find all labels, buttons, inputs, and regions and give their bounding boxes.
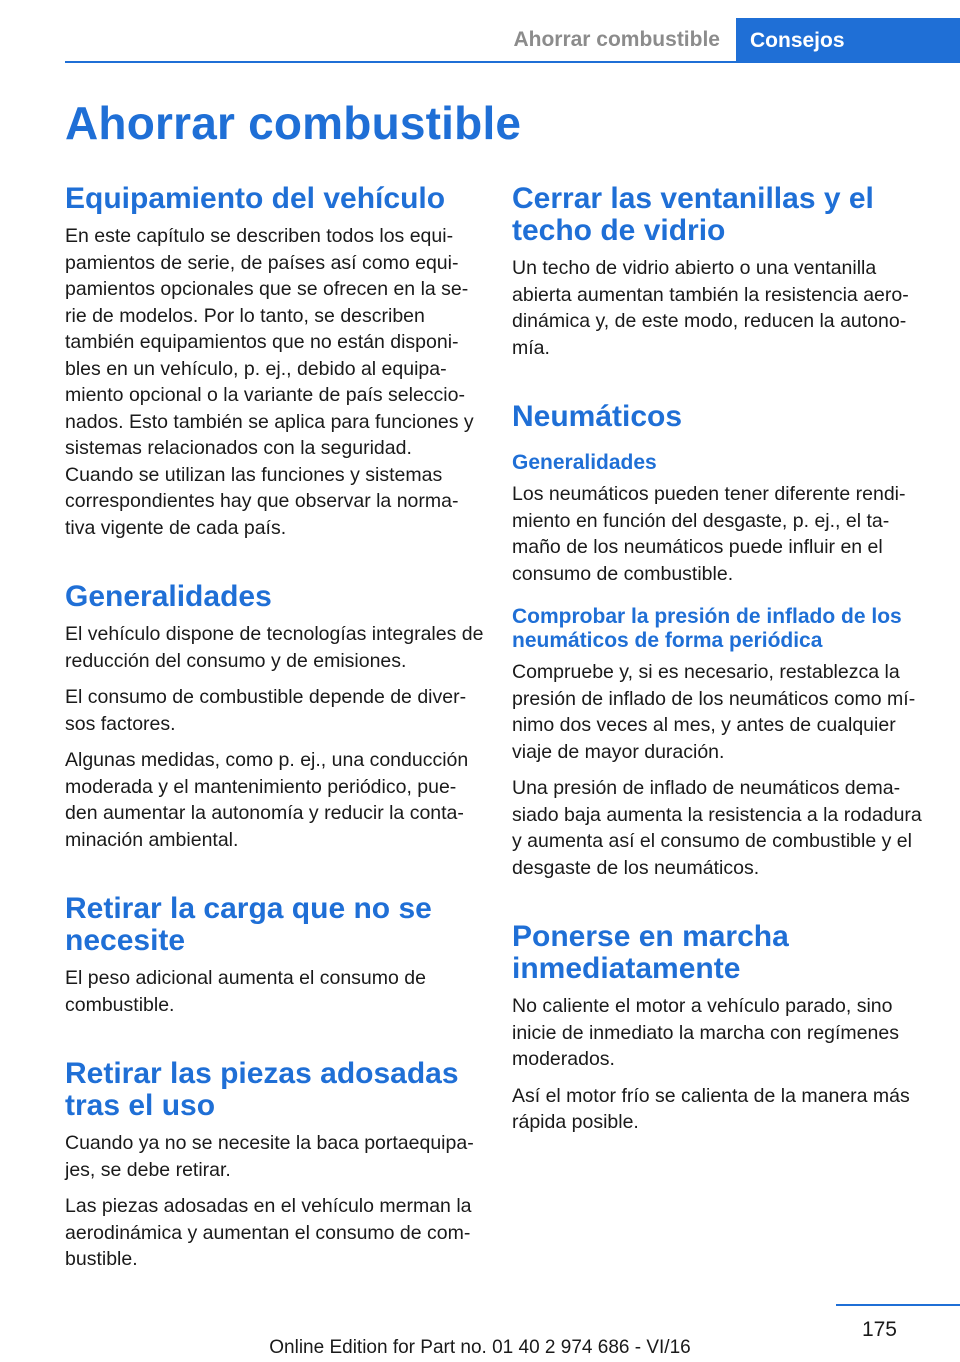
paragraph: Los neumáticos pueden tener diferente rendi-miento en función del desgaste, p. ej., el ta-maño de los neumáticos puede influir en el consumo de combustible. (512, 483, 906, 585)
paragraph: Un techo de vidrio abierto o una ventanilla abierta aumentan también la resistencia aero-dinámica y, de este modo, reducen la autono-mía. (512, 257, 909, 359)
paragraph: Así el motor frío se calienta de la manera más rápida posible. (512, 1084, 910, 1133)
heading-retirar-piezas: Retirar las piezas adosadas tras el uso (65, 1057, 459, 1122)
subheading-generalidades: Generalidades (512, 451, 657, 474)
paragraph: No caliente el motor a vehículo parado, sino inicie de inmediato la marcha con regímenes moderados. (512, 995, 899, 1070)
paragraph: Cuando ya no se necesite la baca portaequipa-jes, se debe retirar. (65, 1132, 474, 1181)
heading-retirar-carga: Retirar la carga que no se necesite (65, 892, 432, 957)
paragraph: Las piezas adosadas en el vehículo merman la aerodinámica y aumentan el consumo de com-bustible. (65, 1195, 472, 1270)
heading-generalidades: Generalidades (65, 580, 272, 613)
paragraph: El vehículo dispone de tecnologías integrales de reducción del consumo y de emisiones. (65, 623, 484, 672)
header-section-label: Ahorrar combustible (513, 28, 720, 51)
page-number: 175 (861, 1318, 897, 1341)
heading-neumaticos: Neumáticos (512, 400, 683, 433)
paragraph: En este capítulo se describen todos los equi-pamientos de serie, de países así como equi-pamientos opcionales que se ofrecen en la se-rie de modelos. Por lo tanto, se describen también equipamientos que no están disponi-bles en un vehículo, p. ej., debido al equipa-miento opcional o la variante de país seleccio-nados. Esto también se aplica para funciones y sistemas relacionados con la seguridad. Cuando se utilizan las funciones y sistemas correspondientes hay que observar la norma-tiva vigente de cada país. (65, 225, 474, 539)
paragraph: El peso adicional aumenta el consumo de combustible. (65, 967, 426, 1016)
right-column (512, 183, 932, 1146)
paragraph: Algunas medidas, como p. ej., una conducción moderada y el mantenimiento periódico, pue-den aumentar la autonomía y reducir la conta-minación ambiental. (65, 749, 469, 851)
left-column (65, 183, 485, 1283)
heading-equipamiento: Equipamiento del vehículo (65, 182, 446, 215)
footer-rule (836, 1304, 960, 1306)
paragraph: Una presión de inflado de neumáticos dema-siado baja aumenta la resistencia a la rodadura y aumenta así el consumo de combustible y el desgaste de los neumáticos. (512, 777, 922, 879)
heading-ponerse-en-marcha: Ponerse en marcha inmediatamente (512, 920, 789, 985)
header-chapter-label: Consejos (750, 28, 845, 52)
heading-cerrar-ventanillas: Cerrar las ventanillas y el techo de vidrio (512, 182, 874, 247)
page-title: Ahorrar combustible (65, 97, 522, 149)
subheading-presion-inflado: Comprobar la presión de inflado de los neumáticos de forma periódica (512, 605, 902, 652)
edition-line: Online Edition for Part no. 01 40 2 974 686 - VI/16 (269, 1337, 691, 1358)
paragraph: El consumo de combustible depende de diver-sos factores. (65, 686, 467, 735)
paragraph: Compruebe y, si es necesario, restablezca la presión de inflado de los neumáticos como mí-nimo dos veces al mes, y antes de cualquier viaje de mayor duración. (512, 661, 916, 763)
header-chapter-tab (736, 18, 960, 63)
